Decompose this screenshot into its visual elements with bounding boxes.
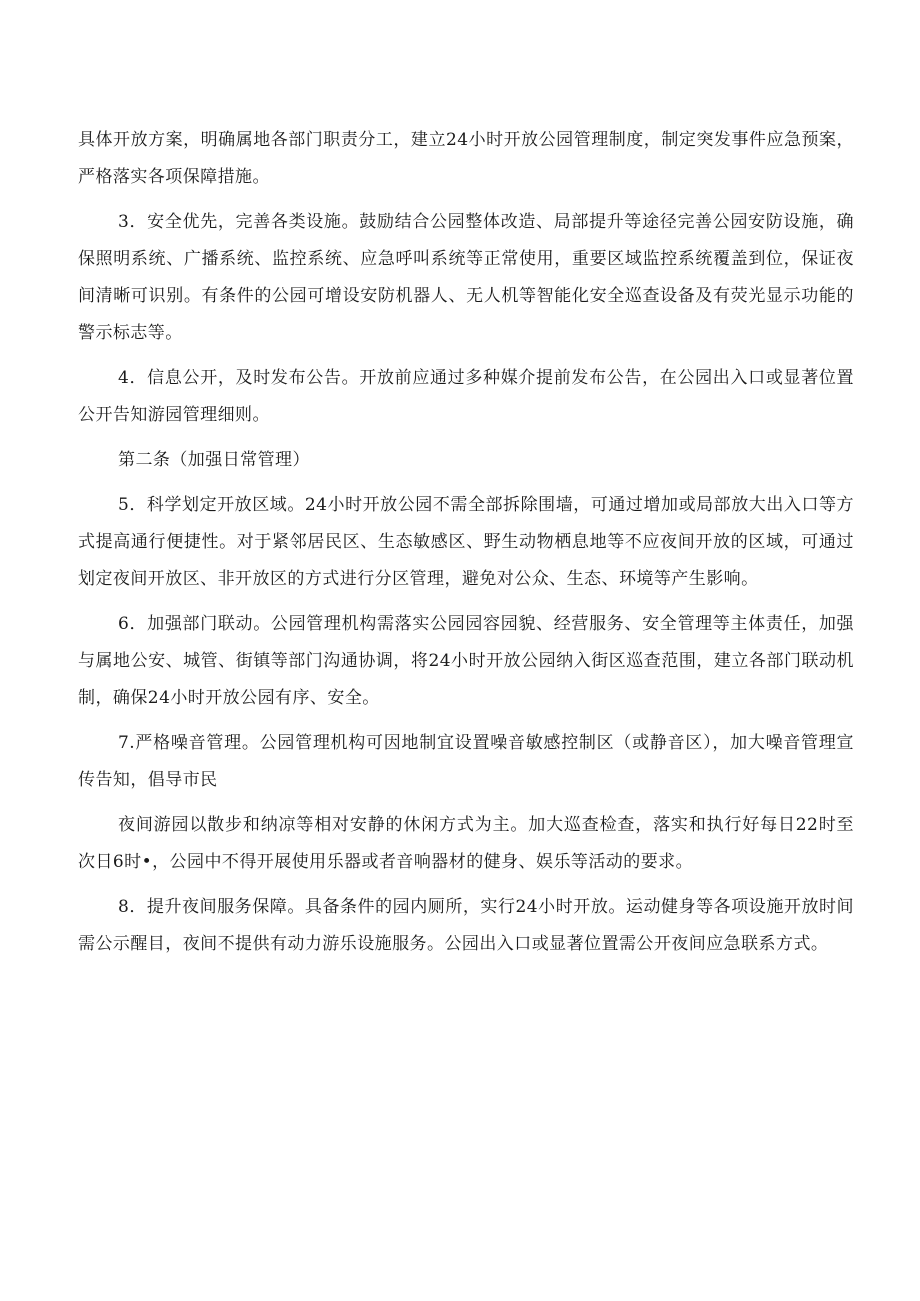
paragraph-item-4: 4．信息公开，及时发布公告。开放前应通过多种媒介提前发布公告，在公园出入口或显著位置公开告知游园管理细则。	[78, 368, 854, 425]
paragraph-continuation: 具体开放方案，明确属地各部门职责分工，建立24小时开放公园管理制度，制定突发事件应急预案，严格落实各项保障措施。	[78, 130, 854, 187]
paragraph-item-3: 3．安全优先，完善各类设施。鼓励结合公园整体改造、局部提升等途径完善公园安防设施，确保照明系统、广播系统、监控系统、应急呼叫系统等正常使用，重要区域监控系统覆盖到位，保证夜间清晰可识别。有条件的公园可增设安防机器人、无人机等智能化安全巡查设备及有荧光显示功能的警示标志等。	[78, 212, 854, 343]
section-heading-article-2: 第二条（加强日常管理）	[118, 450, 310, 470]
paragraph-item-7-continued: 夜间游园以散步和纳凉等相对安静的休闲方式为主。加大巡查检查，落实和执行好每日22时至次日6时•，公园中不得开展使用乐器或者音响器材的健身、娱乐等活动的要求。	[78, 815, 854, 872]
paragraph-item-6: 6．加强部门联动。公园管理机构需落实公园园容园貌、经营服务、安全管理等主体责任，加强与属地公安、城管、街镇等部门沟通协调，将24小时开放公园纳入街区巡查范围，建立各部门联动机制，确保24小时开放公园有序、安全。	[78, 614, 854, 708]
paragraph-item-5: 5．科学划定开放区域。24小时开放公园不需全部拆除围墙，可通过增加或局部放大出入口等方式提高通行便捷性。对于紧邻居民区、生态敏感区、野生动物栖息地等不应夜间开放的区域，可通过划定夜间开放区、非开放区的方式进行分区管理，避免对公众、生态、环境等产生影响。	[78, 495, 854, 589]
paragraph-item-8: 8．提升夜间服务保障。具备条件的园内厕所，实行24小时开放。运动健身等各项设施开放时间需公示醒目，夜间不提供有动力游乐设施服务。公园出入口或显著位置需公开夜间应急联系方式。	[78, 897, 854, 954]
paragraph-item-7: 7.严格噪音管理。公园管理机构可因地制宜设置噪音敏感控制区（或静音区），加大噪音管理宣传告知，倡导市民	[78, 733, 854, 790]
